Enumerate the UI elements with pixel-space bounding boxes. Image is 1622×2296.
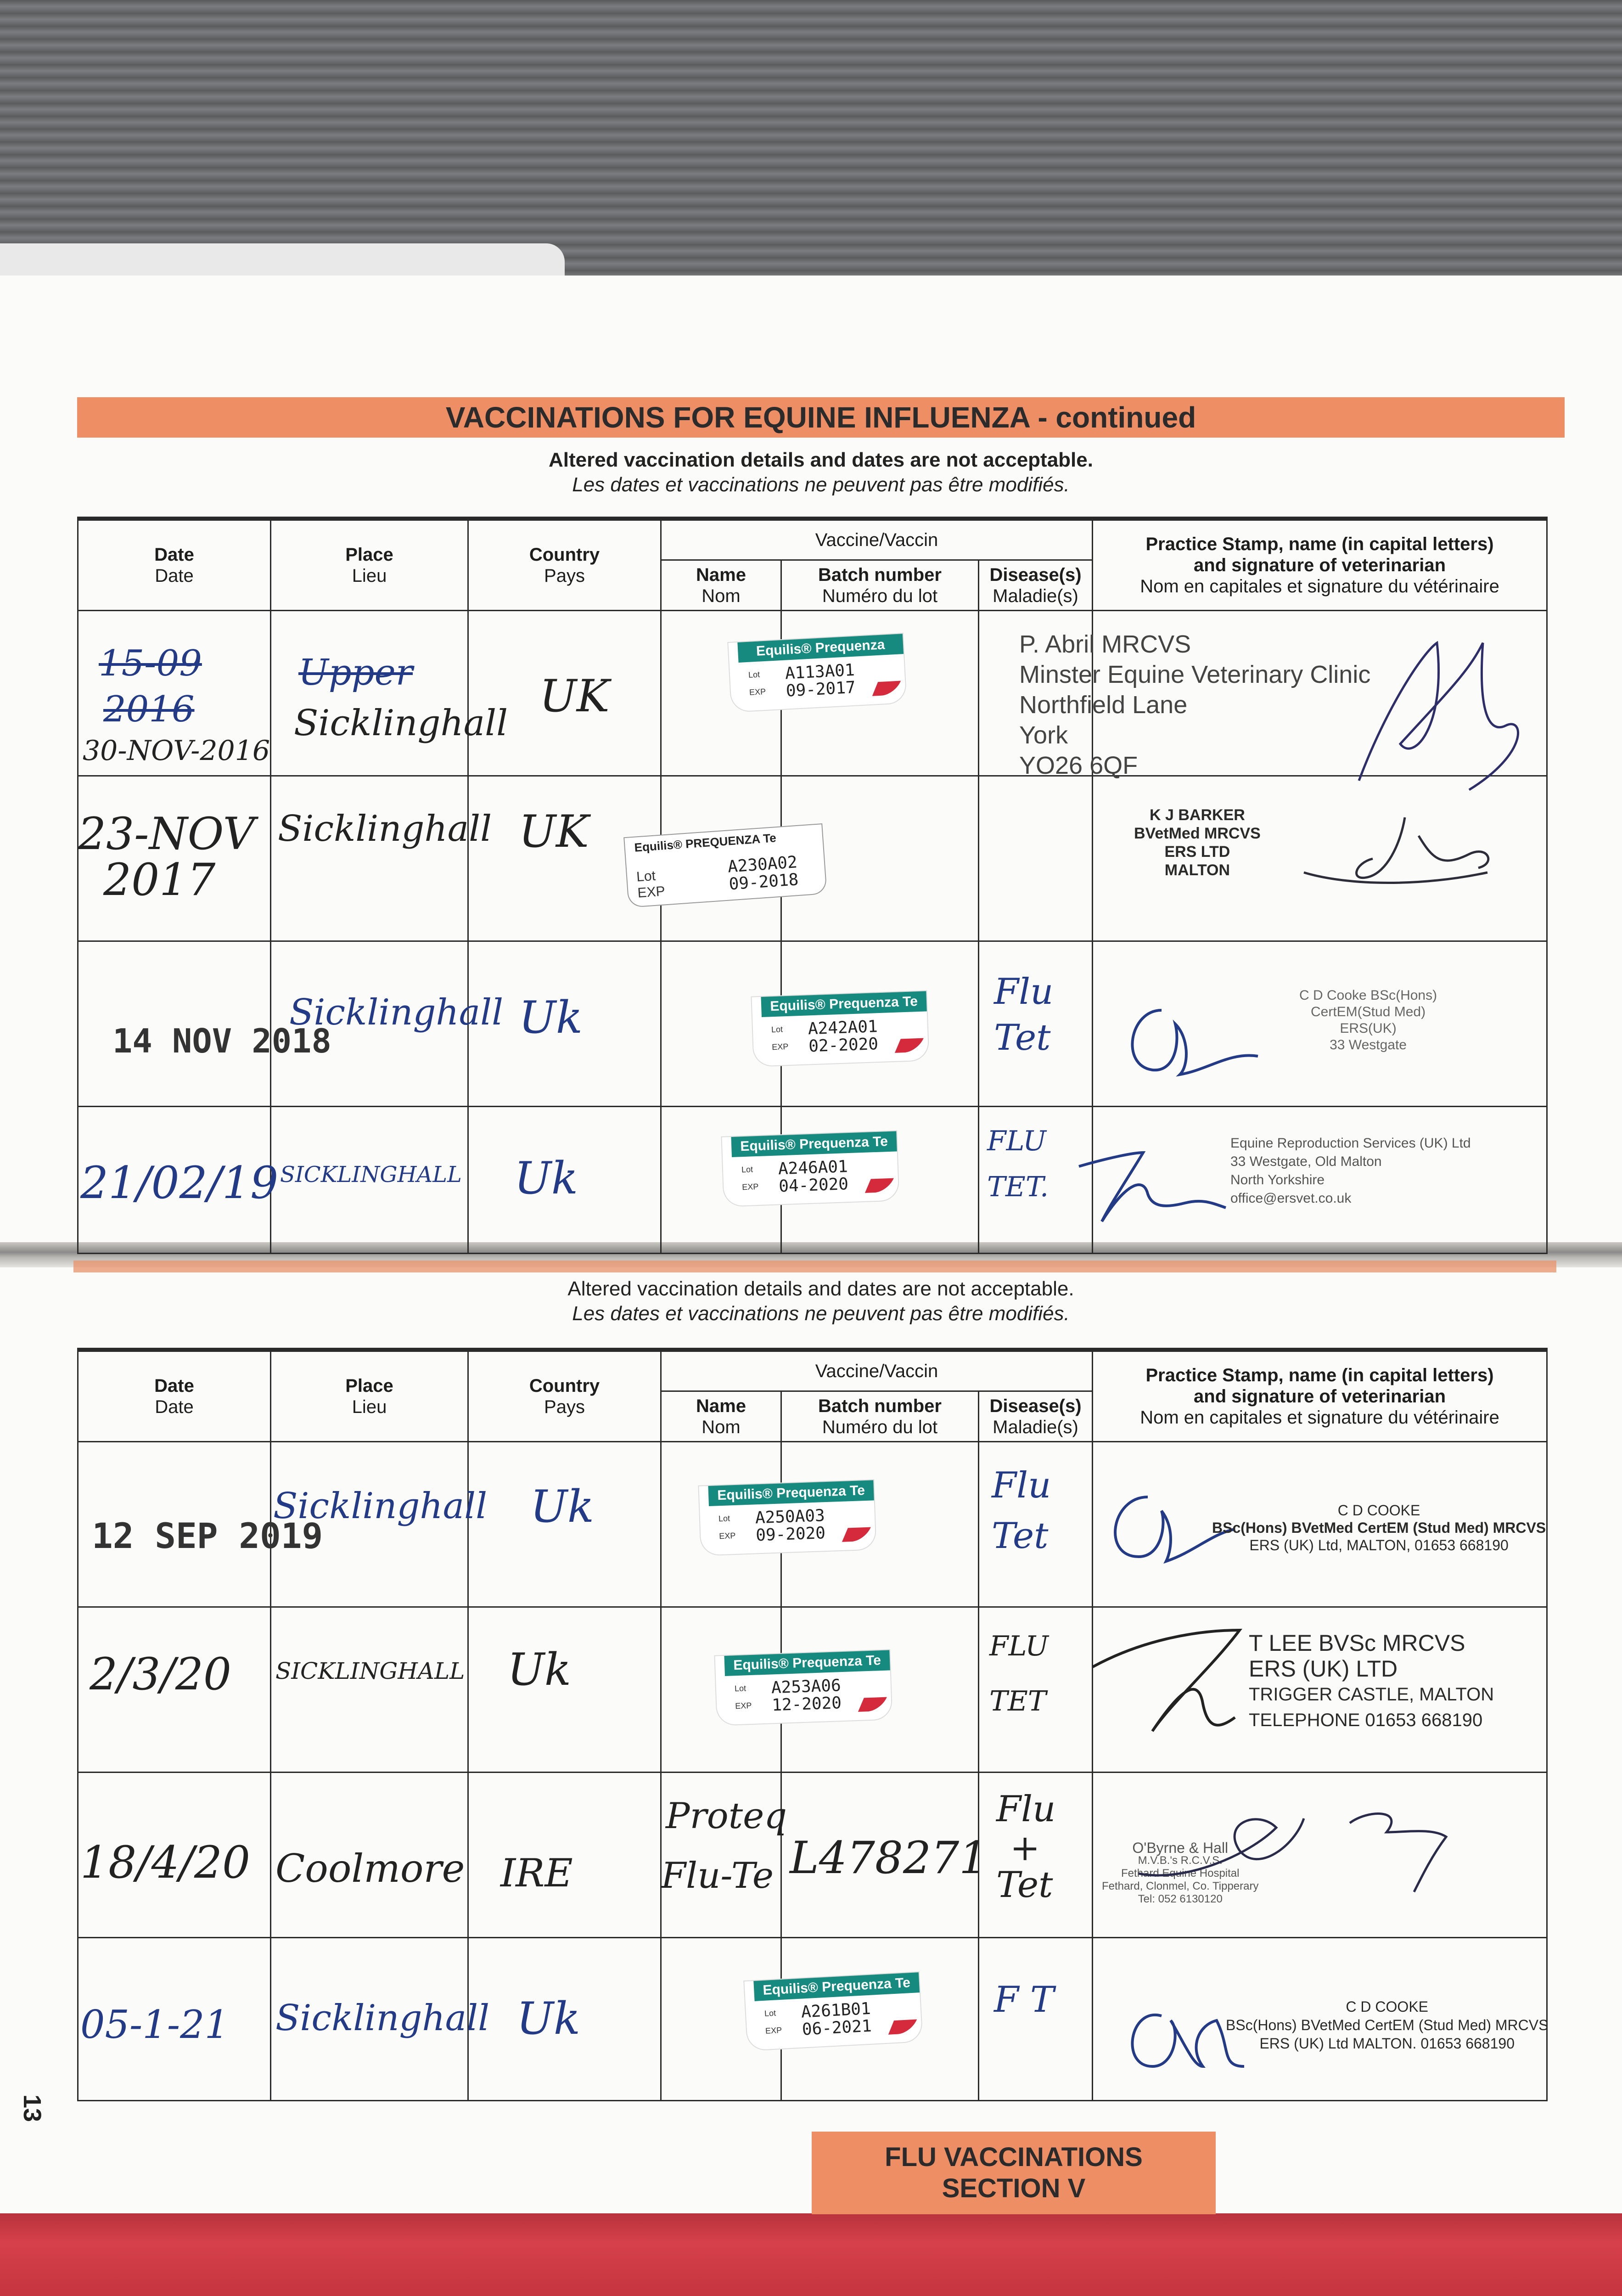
place-cell: SICKLINGHALL (280, 1162, 462, 1187)
date-cell: 23-NOV (78, 808, 255, 860)
place-struck: Upper (298, 652, 413, 693)
vaccine-sticker: Equilis® Prequenza Te Lot EXP A246A01 04-2020 (722, 1131, 898, 1206)
header-disease: Disease(s) Maladie(s) (979, 560, 1093, 611)
header-batch: Batch number Numéro du lot (781, 560, 979, 611)
date-cell: 21/02/19 (80, 1157, 279, 1209)
vaccine-sticker: Equilis® Prequenza Lot EXP A113A01 09-2017 (728, 634, 906, 712)
date-cell: 12 SEP 2019 (92, 1515, 323, 1556)
place-cell: Sicklinghall (273, 1486, 488, 1527)
place-cell: Coolmore (275, 1846, 465, 1891)
vaccine-sticker: Equilis® Prequenza Te Lot EXP A261B01 06-2021 (744, 1972, 922, 2050)
country-cell: Uk (530, 1481, 595, 1532)
signature-icon (1129, 1791, 1460, 1910)
signature-icon (1295, 808, 1506, 900)
signature-icon (1074, 1139, 1240, 1226)
vet-stamp: T LEE BVSc MRCVS ERS (UK) LTD TRIGGER CASTLE, MALTON TELEPHONE 01653 668190 (1249, 1630, 1494, 1730)
notice-en: Altered vaccination details and dates are not acceptable. (567, 1277, 1074, 1300)
header-date: Date Date (78, 519, 271, 611)
date-year: 2017 (103, 854, 216, 906)
disease-2: Tet (994, 1017, 1051, 1058)
notice-en: Altered vaccination details and dates are not acceptable. (549, 449, 1093, 471)
notice-fr: Les dates et vaccinations ne peuvent pas être modifiés. (572, 473, 1070, 496)
date-cell: 05-1-21 (80, 2002, 229, 2047)
notice-bottom (77, 1277, 1565, 1326)
vaccine-sticker: Equilis® Prequenza Te Lot EXP A250A03 09-2020 (699, 1480, 876, 1555)
disease-2: + (1010, 1828, 1040, 1869)
fold-orange-strip (73, 1261, 1556, 1272)
header-vaccine: Vaccine/Vaccin (661, 1350, 1093, 1391)
disease-1: Flu (992, 1465, 1051, 1506)
disease-1: Flu (994, 971, 1054, 1013)
signature-icon (1111, 996, 1267, 1088)
vaccine-sticker: Equilis® Prequenza Te Lot EXP A253A06 12-2020 (715, 1650, 892, 1725)
disease-1: Flu (996, 1789, 1056, 1830)
notice-fr: Les dates et vaccinations ne peuvent pas être modifiés. (572, 1302, 1070, 1325)
date-cell: 30-NOV-2016 (83, 735, 270, 767)
country-cell: Uk (519, 992, 583, 1043)
place-cell: Sicklinghall (275, 1998, 490, 2039)
header-name: Name Nom (661, 1391, 781, 1442)
header-name: Name Nom (661, 560, 781, 611)
disease-2: TET. (987, 1171, 1049, 1203)
batch-number: L478271 (790, 1832, 988, 1884)
header-date: Date Date (78, 1350, 271, 1442)
header-practice-stamp: Practice Stamp, name (in capital letters) and signature of veterinarian Nom en capitales et signature du vétérinaire (1093, 1350, 1547, 1442)
place-cell: SICKLINGHALL (275, 1658, 465, 1684)
disease-1: FLU (987, 1125, 1046, 1157)
scanner-background (0, 0, 1622, 276)
header-disease: Disease(s) Maladie(s) (979, 1391, 1093, 1442)
date-cell: 18/4/20 (80, 1837, 251, 1888)
disease-2: TET (989, 1685, 1046, 1717)
date-cell: 14 NOV 2018 (112, 1022, 331, 1060)
page-number: 13 (18, 2094, 46, 2122)
country-cell: UK (519, 806, 589, 857)
country-cell: Uk (507, 1644, 572, 1695)
vet-stamp: K J BARKER BVetMed MRCVS ERS LTD MALTON (1134, 806, 1261, 879)
notice-top (77, 448, 1565, 497)
vet-stamp: O'Byrne & Hall M.V.B.'s R.C.V.S. Fethard Equine Hospital Fethard, Clonmel, Co. Tipperary Tel: 052 6130120 (1102, 1840, 1259, 1905)
vaccine-sticker: Equilis® Prequenza Te Lot EXP A242A01 02-2020 (752, 991, 928, 1066)
date-struck-1: 15-09 (99, 643, 202, 684)
place-cell: Sicklinghall (278, 808, 492, 850)
place-cell: Sicklinghall (289, 992, 504, 1033)
vet-stamp: P. Abril MRCVS Minster Equine Veterinary Clinic Northfield Lane York YO26 6QF (1019, 630, 1371, 779)
country-cell: Uk (514, 1153, 578, 1204)
header-vaccine: Vaccine/Vaccin (661, 519, 1093, 560)
disease-cell: F T (994, 1979, 1054, 2020)
date-cell: 2/3/20 (90, 1649, 231, 1700)
header-country: Country Pays (468, 519, 661, 611)
disease-3: Tet (996, 1864, 1053, 1906)
vet-stamp: Equine Reproduction Services (UK) Ltd 33 Westgate, Old Malton North Yorkshire office@ersvet.co.uk (1230, 1136, 1471, 1206)
country-cell: UK (539, 670, 610, 722)
vet-stamp: C D COOKE BSc(Hons) BVetMed CertEM (Stud Med) MRCVS ERS (UK) Ltd, MALTON, 01653 668190 (1212, 1502, 1546, 1553)
header-place: Place Lieu (271, 1350, 468, 1442)
vet-stamp: C D COOKE BSc(Hons) BVetMed CertEM (Stud Med) MRCVS ERS (UK) Ltd MALTON. 01653 668190 (1226, 1998, 1549, 2052)
section-footer-banner: FLU VACCINATIONS SECTION V (812, 2132, 1216, 2214)
vaccine-name-1: Proteq (666, 1795, 787, 1837)
vaccine-sticker: Equilis® PREQUENZA Te Lot EXP A230A02 09-2018 (624, 824, 826, 907)
country-cell: Uk (516, 1993, 581, 2044)
header-practice-stamp: Practice Stamp, name (in capital letters) and signature of veterinarian Nom en capitales et signature du vétérinaire (1093, 519, 1547, 611)
header-country: Country Pays (468, 1350, 661, 1442)
vet-stamp: C D Cooke BSc(Hons) CertEM(Stud Med) ERS(UK) 33 Westgate (1299, 988, 1437, 1052)
date-struck-2: 2016 (103, 689, 195, 730)
header-place: Place Lieu (271, 519, 468, 611)
red-cover-edge (0, 2213, 1622, 2296)
disease-1: FLU (989, 1630, 1049, 1662)
signature-icon (1331, 615, 1543, 808)
disease-2: Tet (992, 1515, 1049, 1557)
country-cell: IRE (500, 1851, 573, 1896)
section-banner: VACCINATIONS FOR EQUINE INFLUENZA - continued (77, 397, 1565, 438)
vaccine-name-2: Flu-Te (661, 1855, 774, 1896)
place-cell: Sicklinghall (294, 703, 508, 744)
header-batch: Batch number Numéro du lot (781, 1391, 979, 1442)
